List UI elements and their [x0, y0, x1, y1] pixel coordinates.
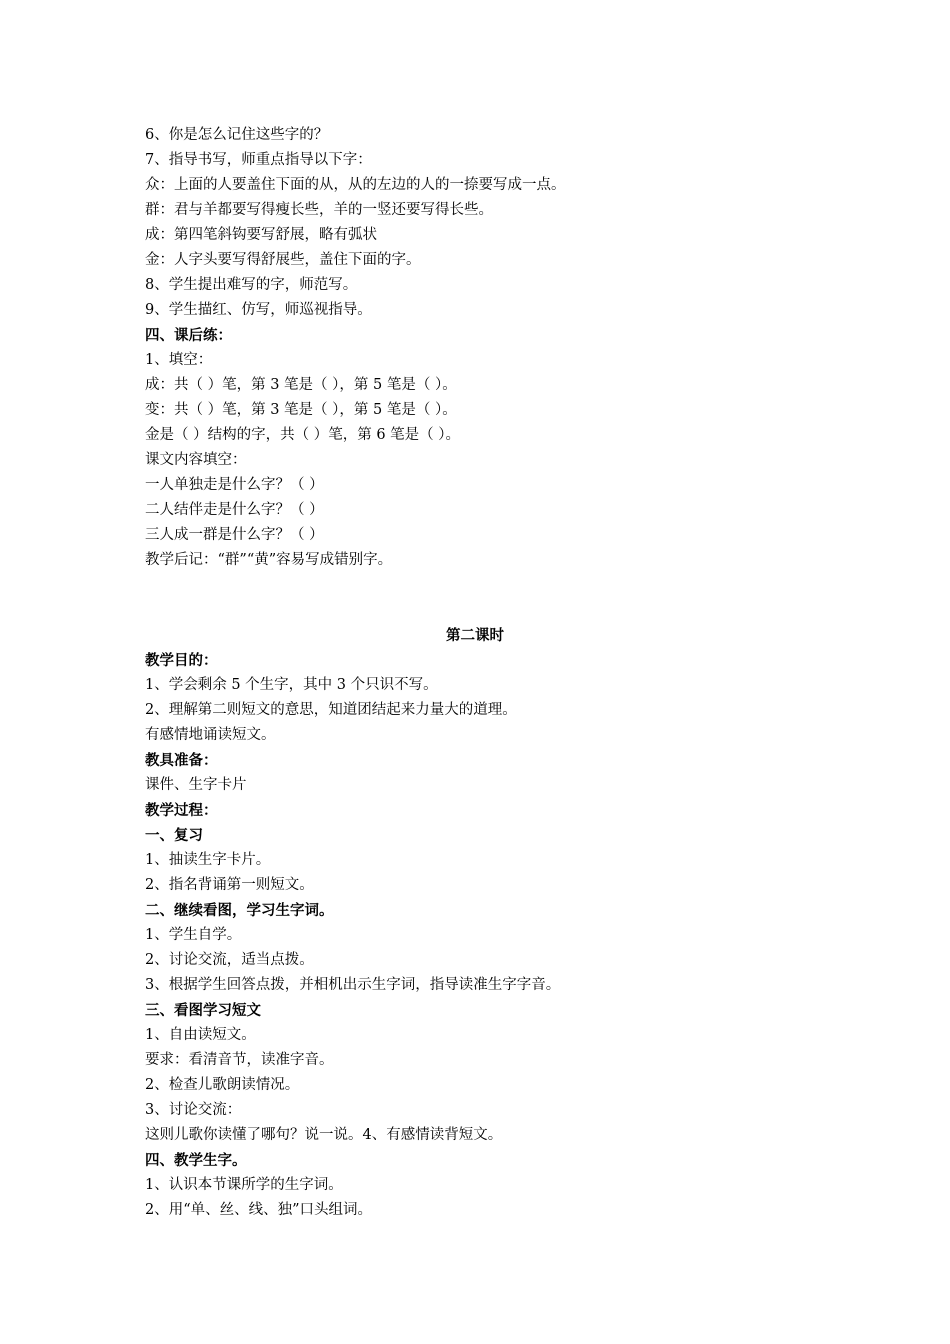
section-heading: 三、看图学习短文: [145, 1002, 261, 1019]
text-line: 有感情地诵读短文。: [145, 727, 276, 743]
text-line: 金是（ ）结构的字，共（ ）笔，第 6 笔是（ ）。: [145, 427, 461, 443]
text-line: 金：人字头要写得舒展些，盖住下面的字。: [145, 252, 421, 268]
text-line: 2、用“单、丝、线、独”口头组词。: [145, 1202, 373, 1218]
text-line: 成：第四笔斜钩要写舒展，略有弧状: [145, 227, 377, 243]
section-heading: 教学目的：: [145, 652, 218, 669]
text-line: 2、指名背诵第一则短文。: [145, 877, 314, 893]
lesson-one-continuation: [145, 123, 845, 573]
text-line: 教学后记：“群”“黄”容易写成错别字。: [145, 552, 393, 568]
text-line: 1、学生自学。: [145, 927, 242, 943]
text-line: 2、理解第二则短文的意思，知道团结起来力量大的道理。: [145, 702, 517, 718]
text-line: 7、指导书写，师重点指导以下字：: [145, 152, 372, 168]
text-line: 1、填空：: [145, 352, 213, 368]
section-heading: 一、复习: [145, 827, 203, 844]
text-line: 二人结伴走是什么字？（ ）: [145, 502, 324, 518]
text-line: 3、讨论交流：: [145, 1102, 242, 1118]
section-heading: 四、教学生字。: [145, 1152, 247, 1169]
text-line: 1、自由读短文。: [145, 1027, 256, 1043]
text-line: 课件、生字卡片: [145, 777, 247, 793]
text-line: 一人单独走是什么字？（ ）: [145, 477, 324, 493]
section-heading: 二、继续看图，学习生字词。: [145, 902, 334, 919]
text-line: 8、学生提出难写的字，师范写。: [145, 277, 358, 293]
text-line: 群：君与羊都要写得瘦长些，羊的一竖还要写得长些。: [145, 202, 493, 218]
section-heading: 教学过程：: [145, 802, 218, 819]
section-heading: 四、课后练：: [145, 327, 232, 344]
text-line: 1、学会剩余 5 个生字，其中 3 个只识不写。: [145, 677, 438, 693]
text-line: 变：共（ ）笔，第 3 笔是（ ），第 5 笔是（ ）。: [145, 402, 457, 418]
text-line: 课文内容填空：: [145, 452, 247, 468]
section-title: 第二课时: [446, 627, 504, 644]
text-line: 9、学生描红、仿写，师巡视指导。: [145, 302, 372, 318]
lesson-two-content: [145, 648, 845, 1223]
text-line: 要求：看清音节，读准字音。: [145, 1052, 334, 1068]
text-line: 3、根据学生回答点拨，并相机出示生字词，指导读准生字字音。: [145, 977, 561, 993]
text-line: 成：共（ ）笔，第 3 笔是（ ），第 5 笔是（ ）。: [145, 377, 457, 393]
text-line: 6、你是怎么记住这些字的？: [145, 127, 329, 143]
text-line: 这则儿歌你读懂了哪句？说一说。4、有感情读背短文。: [145, 1127, 503, 1143]
text-line: 三人成一群是什么字？（ ）: [145, 527, 324, 543]
text-line: 1、抽读生字卡片。: [145, 852, 271, 868]
text-line: 2、检查儿歌朗读情况。: [145, 1077, 300, 1093]
section-heading: 教具准备：: [145, 752, 218, 769]
text-line: 1、认识本节课所学的生字词。: [145, 1177, 343, 1193]
text-line: 众：上面的人要盖住下面的从，从的左边的人的一捺要写成一点。: [145, 177, 566, 193]
text-line: 2、讨论交流，适当点拨。: [145, 952, 314, 968]
